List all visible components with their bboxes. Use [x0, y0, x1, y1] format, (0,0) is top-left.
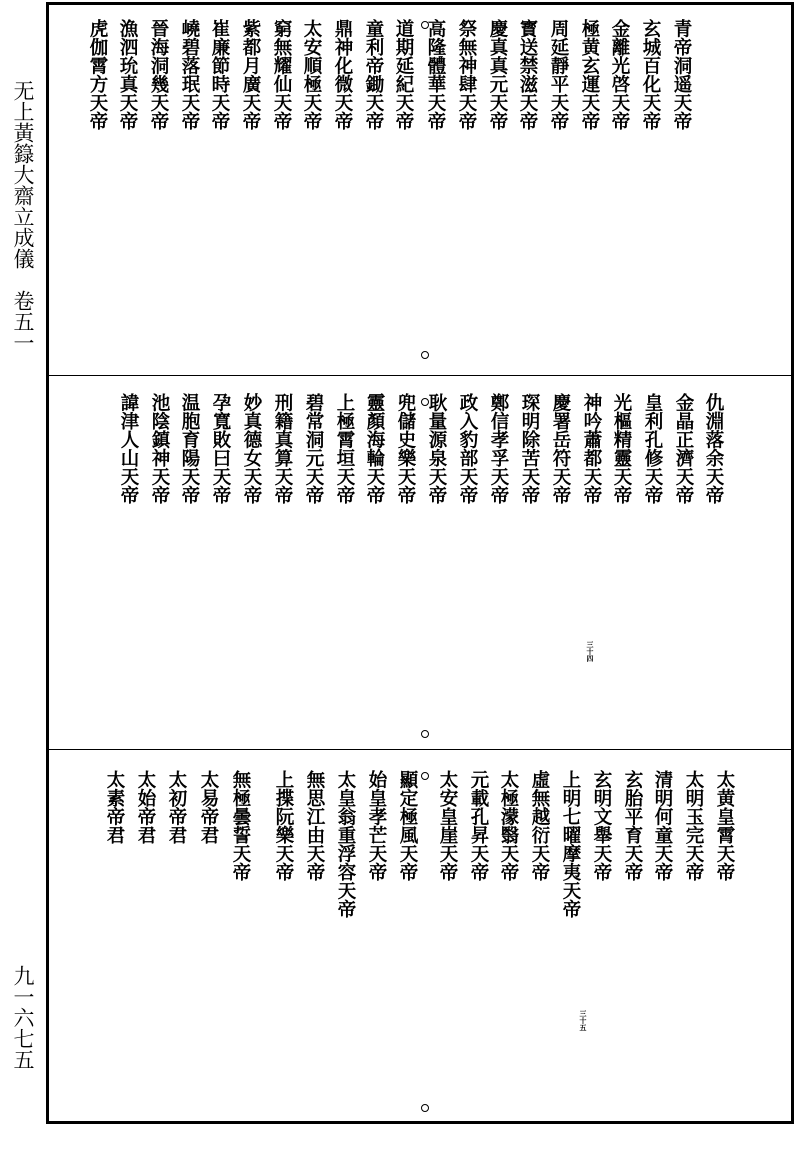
text-column: 玄明文舉天帝	[591, 770, 612, 881]
text-column: 寳送禁滋天帝	[517, 19, 538, 130]
text-column: 清明何童天帝	[652, 770, 673, 881]
text-column: 太黄皇霄天帝	[714, 770, 735, 881]
text-column: 虛無越衍天帝	[529, 770, 550, 881]
text-column: 嶢碧落珉天帝	[179, 19, 200, 130]
text-column: 仇淵落余天帝	[703, 393, 724, 504]
page-number: 九一六七五	[11, 965, 35, 1070]
text-column: 鼎神化微天帝	[332, 19, 353, 130]
text-column: 琛明除苦天帝	[519, 393, 540, 504]
text-column: 鄭信孝孚天帝	[488, 393, 509, 504]
text-column: 紫都月廣天帝	[240, 19, 261, 130]
text-column: 政入豹部天帝	[457, 393, 478, 504]
center-marker-circle	[421, 351, 429, 359]
text-column: 高隆體華天帝	[425, 19, 446, 130]
text-column: 上揲阮樂天帝	[273, 770, 294, 881]
text-column: 極黄玄運天帝	[579, 19, 600, 130]
text-column: 童利帝鋤天帝	[363, 19, 384, 130]
text-column: 靈顏海輪天帝	[364, 393, 385, 504]
text-column: 慶真真元天帝	[487, 19, 508, 130]
text-column: 元載孔昇天帝	[468, 770, 489, 881]
folio-note: 三十四	[586, 641, 595, 662]
text-column: 無思江由天帝	[304, 770, 325, 881]
text-column: 碧常洞元天帝	[303, 393, 324, 504]
book-title: 无上黃籙大齋立成儀 卷五一	[11, 80, 35, 353]
text-column: 青帝洞遥天帝	[671, 19, 692, 130]
panel-bottom	[49, 749, 791, 1121]
column-marker-circle	[421, 398, 429, 406]
text-column: 始皇孝芒天帝	[366, 770, 387, 881]
text-column: 太始帝君	[135, 770, 156, 844]
text-column: 慶署岳符天帝	[550, 393, 571, 504]
text-column: 太初帝君	[166, 770, 187, 844]
text-column: 上明七曜摩夷天帝	[560, 770, 581, 918]
text-column: 太易帝君	[198, 770, 219, 844]
center-marker-circle	[421, 730, 429, 738]
text-column: 孕寬敗曰天帝	[210, 393, 231, 504]
column-marker-circle	[421, 21, 429, 29]
text-column: 無極曇誓天帝	[230, 770, 251, 881]
text-column: 太皇翁重浮容天帝	[335, 770, 356, 918]
text-column: 漁泗玧真天帝	[117, 19, 138, 130]
text-column: 刑籍真算天帝	[272, 393, 293, 504]
text-column: 玄胎平育天帝	[622, 770, 643, 881]
text-column: 太安皇崖天帝	[437, 770, 458, 881]
text-column: 池陰鎮神天帝	[149, 393, 170, 504]
center-marker-circle	[421, 1104, 429, 1112]
text-column: 耿量源泉天帝	[426, 393, 447, 504]
text-column: 太素帝君	[104, 770, 125, 844]
text-column: 太明玉完天帝	[683, 770, 704, 881]
panel-top	[49, 5, 791, 375]
text-column: 妙真德女天帝	[241, 393, 262, 504]
text-column: 金離光啓天帝	[609, 19, 630, 130]
text-column: 太安順極天帝	[301, 19, 322, 130]
column-marker-circle	[421, 772, 429, 780]
text-column: 周延靜平天帝	[548, 19, 569, 130]
text-column: 玄城百化天帝	[640, 19, 661, 130]
text-column: 晉海洞幾天帝	[148, 19, 169, 130]
text-column: 兜儲史樂天帝	[395, 393, 416, 504]
text-column: 上極霄垣天帝	[334, 393, 355, 504]
text-column: 祭無神肆天帝	[456, 19, 477, 130]
left-margin	[0, 0, 46, 1166]
text-column: 皇利孔修天帝	[642, 393, 663, 504]
text-column: 諱津人山天帝	[118, 393, 139, 504]
text-column: 崔廉節時天帝	[209, 19, 230, 130]
text-column: 神吟蕭都天帝	[581, 393, 602, 504]
text-column: 顯定極風天帝	[397, 770, 418, 881]
text-column: 太極濛翳天帝	[498, 770, 519, 881]
text-column: 虎伽霄方天帝	[87, 19, 108, 130]
panel-middle	[49, 375, 791, 749]
text-column: 光樞精靈天帝	[611, 393, 632, 504]
text-column: 温胞育陽天帝	[179, 393, 200, 504]
text-column: 道期延紀天帝	[393, 19, 414, 130]
folio-note: 三十五	[579, 1010, 588, 1031]
page-frame	[46, 2, 794, 1124]
text-column: 窮無耀仙天帝	[271, 19, 292, 130]
text-column: 金晶正濟天帝	[673, 393, 694, 504]
